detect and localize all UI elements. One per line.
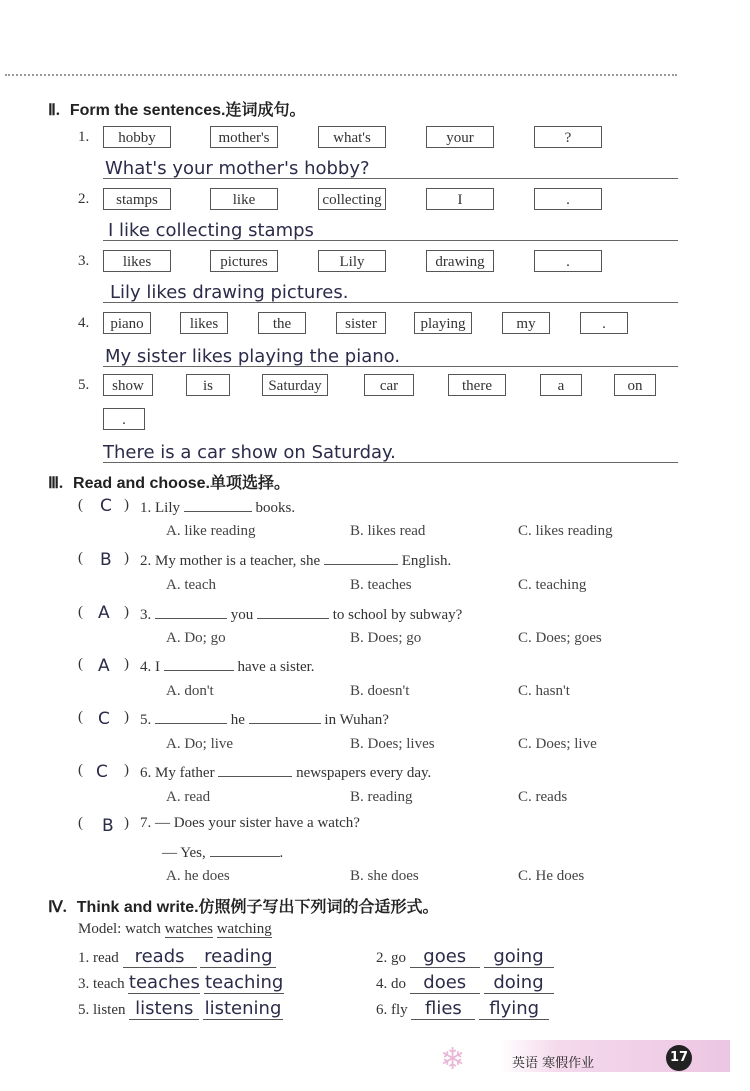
s2-item-2-word-4: I: [426, 188, 494, 210]
s4-item-1-form-2: reading: [200, 947, 276, 968]
s2-item-3-word-3: Lily: [318, 250, 386, 272]
s3-q3-option-a: A. Do; go: [166, 630, 226, 646]
s2-item-5-word-7: on: [614, 374, 656, 396]
s2-item-4-word-3: the: [258, 312, 306, 334]
s2-item-2-number: 2.: [78, 191, 90, 207]
footer-label: 英语 寒假作业: [512, 1056, 595, 1071]
s4-item-3-form-1: teaches: [128, 972, 200, 993]
s2-item-3-word-5: .: [534, 250, 602, 272]
s3-q1-blank: [184, 497, 252, 512]
s3-q6-answer: C: [96, 762, 108, 782]
s2-item-1-word-5: ?: [534, 126, 602, 148]
s3-q3-answer: A: [98, 603, 110, 623]
s3-q7-paren-close: ): [124, 815, 129, 831]
s3-q5-blank-2: [249, 709, 321, 724]
s3-q3-paren-open: (: [78, 604, 83, 620]
s2-item-3-word-4: drawing: [426, 250, 494, 272]
s3-q1-option-a: A. like reading: [166, 523, 256, 539]
s3-q1-paren-open: (: [78, 497, 83, 513]
s3-q4-option-c: C. hasn't: [518, 683, 570, 699]
s4-model: Model: watch watches watching: [78, 921, 272, 937]
page-number: 17: [666, 1045, 692, 1071]
s2-item-1-answer: What's your mother's hobby?: [105, 158, 370, 179]
s4-item-5-form-2: listening: [204, 998, 282, 1019]
s3-q5-option-b: B. Does; lives: [350, 736, 435, 752]
s2-item-1-word-1: hobby: [103, 126, 171, 148]
s3-q6-paren-close: ): [124, 762, 129, 778]
s2-item-5-word-6: a: [540, 374, 582, 396]
s3-q4-option-a: A. don't: [166, 683, 214, 699]
s2-item-3-number: 3.: [78, 253, 90, 269]
s3-q3-blank-2: [257, 604, 329, 619]
s3-q2-paren-open: (: [78, 550, 83, 566]
s3-q3-option-c: C. Does; goes: [518, 630, 602, 646]
s2-item-5-number: 5.: [78, 377, 90, 393]
s3-q5-paren-close: ): [124, 709, 129, 725]
s4-item-1: 1. read reads reading: [78, 947, 276, 968]
s3-q6-paren-open: (: [78, 762, 83, 778]
s2-item-4-word-5: playing: [414, 312, 472, 334]
s3-q7-option-b: B. she does: [350, 868, 419, 884]
s4-item-3: 3. teach teaches teaching: [78, 972, 284, 993]
s2-item-5-word-3: Saturday: [262, 374, 328, 396]
s3-q4-answer: A: [98, 656, 110, 676]
s2-item-5-answer: There is a car show on Saturday.: [103, 442, 396, 463]
snowflake-icon: ❄: [440, 1043, 466, 1076]
section-4-title: Ⅳ. Think and write.仿照例子写出下列词的合适形式。: [48, 899, 439, 916]
s3-q2-option-c: C. teaching: [518, 577, 587, 593]
s3-q1-stem: 1. Lily books.: [140, 497, 295, 517]
s3-q4-paren-close: ): [124, 656, 129, 672]
s3-q5-paren-open: (: [78, 709, 83, 725]
s2-item-2-answer: I like collecting stamps: [108, 220, 314, 241]
s3-q4-option-b: B. doesn't: [350, 683, 410, 699]
s3-q2-paren-close: ): [124, 550, 129, 566]
s3-q5-stem: 5. he in Wuhan?: [140, 709, 389, 729]
s2-item-5-word-5: there: [448, 374, 506, 396]
s2-item-1-answer-line: [103, 178, 678, 179]
s2-item-3-word-2: pictures: [210, 250, 278, 272]
s3-q7-stem-line2: — Yes, .: [162, 842, 283, 862]
s4-item-2-form-2: going: [484, 947, 554, 968]
s2-item-2-word-1: stamps: [103, 188, 171, 210]
section-3-title: Ⅲ. Read and choose.单项选择。: [48, 475, 290, 492]
s3-q6-blank: [218, 762, 292, 777]
s2-item-2-word-3: collecting: [318, 188, 386, 210]
s2-item-3-answer-line: [103, 302, 678, 303]
s2-item-5-word-2: is: [186, 374, 230, 396]
s3-q1-option-c: C. likes reading: [518, 523, 613, 539]
s2-item-4-answer: My sister likes playing the piano.: [105, 346, 401, 367]
s2-item-2-answer-line: [103, 240, 678, 241]
s2-item-1-word-3: what's: [318, 126, 386, 148]
s3-q2-option-a: A. teach: [166, 577, 216, 593]
s3-q3-paren-close: ): [124, 604, 129, 620]
s4-item-2: 2. go goes going: [376, 947, 554, 968]
s2-item-4-word-4: sister: [336, 312, 386, 334]
s3-q2-option-b: B. teaches: [350, 577, 412, 593]
s2-item-4-word-7: .: [580, 312, 628, 334]
s2-item-2-word-2: like: [210, 188, 278, 210]
s3-q7-answer: B: [102, 816, 114, 836]
s3-q3-blank-1: [155, 604, 227, 619]
s3-q7-option-a: A. he does: [166, 868, 230, 884]
s4-item-5: 5. listen listens listening: [78, 998, 282, 1019]
s3-q2-blank: [324, 550, 398, 565]
s4-item-4-form-1: does: [410, 973, 480, 994]
s2-item-5-word-8: .: [103, 408, 145, 430]
s3-q1-option-b: B. likes read: [350, 523, 426, 539]
s2-item-1-word-4: your: [426, 126, 494, 148]
s3-q7-option-c: C. He does: [518, 868, 585, 884]
s3-q7-stem: 7. — Does your sister have a watch?: [140, 815, 360, 831]
s4-item-4: 4. do does doing: [376, 973, 554, 994]
s2-item-2-word-5: .: [534, 188, 602, 210]
s4-item-6-form-1: flies: [411, 999, 475, 1020]
s2-item-3-word-1: likes: [103, 250, 171, 272]
s3-q5-option-c: C. Does; live: [518, 736, 597, 752]
s2-item-5-word-1: show: [103, 374, 153, 396]
s3-q7-blank: [210, 842, 280, 857]
s4-item-3-form-2: teaching: [204, 972, 284, 993]
s2-item-4-answer-line: [103, 366, 678, 367]
s4-item-6-form-2: flying: [479, 999, 549, 1020]
s3-q2-answer: B: [100, 550, 112, 570]
section-2-title: Ⅱ. Form the sentences.连词成句。: [48, 102, 306, 119]
s3-q2-stem: 2. My mother is a teacher, she English.: [140, 550, 451, 570]
s2-item-3-answer: Lily likes drawing pictures.: [110, 282, 349, 303]
s3-q3-stem: 3. you to school by subway?: [140, 604, 462, 624]
s2-item-5-answer-line: [103, 462, 678, 463]
s3-q7-paren-open: (: [78, 815, 83, 831]
s3-q3-option-b: B. Does; go: [350, 630, 422, 646]
s3-q4-paren-open: (: [78, 656, 83, 672]
s3-q4-stem: 4. I have a sister.: [140, 656, 315, 676]
s4-item-2-form-1: goes: [410, 947, 480, 968]
s3-q6-option-b: B. reading: [350, 789, 413, 805]
s4-item-6: 6. fly flies flying: [376, 999, 549, 1020]
s2-item-4-word-2: likes: [180, 312, 228, 334]
s3-q1-answer: C: [100, 496, 112, 516]
s3-q6-stem: 6. My father newspapers every day.: [140, 762, 431, 782]
s4-item-1-form-1: reads: [123, 947, 197, 968]
s3-q6-option-a: A. read: [166, 789, 211, 805]
s3-q5-blank-1: [155, 709, 227, 724]
s3-q5-option-a: A. Do; live: [166, 736, 234, 752]
s2-item-4-word-1: piano: [103, 312, 151, 334]
s4-item-4-form-2: doing: [484, 973, 554, 994]
s2-item-1-word-2: mother's: [210, 126, 278, 148]
s3-q4-blank: [164, 656, 234, 671]
s3-q6-option-c: C. reads: [518, 789, 568, 805]
s3-q5-answer: C: [98, 709, 110, 729]
s4-item-5-form-1: listens: [129, 999, 199, 1020]
s2-item-5-word-4: car: [364, 374, 414, 396]
s2-item-1-number: 1.: [78, 129, 90, 145]
s2-item-4-word-6: my: [502, 312, 550, 334]
s2-item-4-number: 4.: [78, 315, 90, 331]
s3-q1-paren-close: ): [124, 497, 129, 513]
top-dotted-divider: [5, 74, 677, 76]
